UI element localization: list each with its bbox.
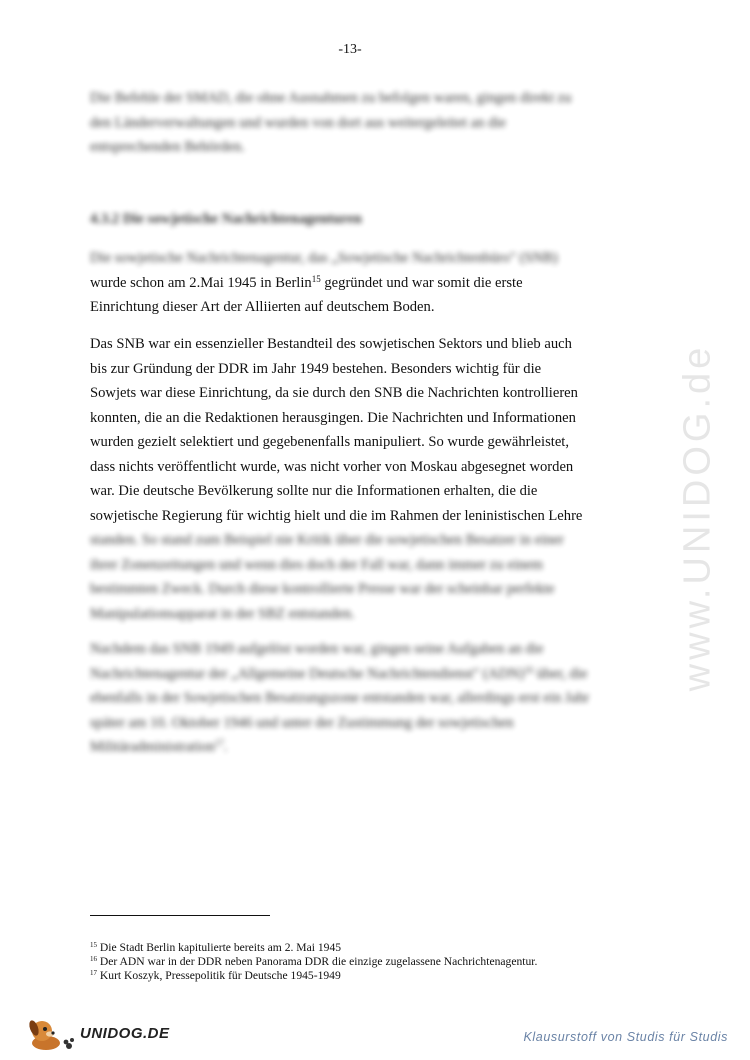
footnote [90, 941, 537, 955]
paragraph-snb-founding [90, 246, 610, 320]
text-line: Das SNB war ein essenzieller Bestandteil des sowjetischen Sektors und blieb auch [90, 336, 572, 352]
text-fragment: über, die [533, 665, 588, 682]
text-line: standen. So stand zum Beispiel nie Kritik über die sowjetischen Besatzer in einer [90, 532, 564, 548]
text-line: Die Befehle der SMAD, die ohne Ausnahmen zu befolgen waren, gingen direkt zu [90, 90, 572, 106]
footnote-number: 17 [90, 969, 97, 977]
text-line: später am 10. Oktober 1946 und unter der Zustimmung der sowjetischen [90, 714, 514, 731]
text-line: Sowjets war diese Einrichtung, da sie durch den SNB die Nachrichten kontrollieren [90, 385, 578, 401]
text-line: sowjetische Regierung für wichtig hielt und die im Rahmen der leninistischen Lehre [90, 507, 583, 524]
footnote-text: Kurt Koszyk, Pressepolitik für Deutsche 1945-1949 [97, 969, 341, 982]
text-line: ebenfalls in der Sowjetischen Besatzungszone entstanden war, allerdings erst ein Jahr [90, 690, 590, 706]
footnotes [90, 941, 537, 983]
text-line: bestimmten Zweck. Durch diese kontrollierte Presse war der scheinbar perfekte [90, 581, 555, 597]
text-line [90, 735, 610, 760]
text-line [90, 662, 610, 687]
watermark-text: www.UNIDOG.de [676, 343, 719, 691]
intro-paragraph [90, 86, 610, 160]
footnote-number: 15 [90, 941, 97, 949]
text-fragment: wurde schon am 2.Mai 1945 in Berlin [90, 274, 312, 291]
text-line: wurden gezielt selektiert und gegebenenfalls manipuliert. So wurde gewährleistet, [90, 434, 569, 450]
footnote-divider [90, 915, 270, 916]
text-fragment: Militäradministration [90, 739, 215, 755]
text-fragment: . [223, 739, 228, 755]
text-line: ihrer Zonenzeitungen und wenn dies doch der Fall war, dann immer zu einem [90, 556, 543, 573]
footnote-ref: 15 [311, 273, 321, 284]
footnote [90, 955, 537, 969]
text-line: entsprechenden Behörden. [90, 139, 245, 155]
footnote-text: Der ADN war in der DDR neben Panorama DDR die einzige zugelassene Nachrichtenagentur. [97, 955, 538, 968]
dog-mascot-icon [24, 1016, 82, 1052]
footnote [90, 969, 537, 983]
text-line: den Länderverwaltungen und wurden von dort aus weitergeleitet an die [90, 114, 506, 131]
paragraph-adn [90, 637, 610, 760]
text-fragment: gegründet und war somit die erste [320, 274, 523, 291]
text-line: Einrichtung dieser Art der Alliierten auf deutschem Boden. [90, 299, 435, 315]
footnote-ref: 16 [524, 664, 534, 675]
text-line: Die sowjetische Nachrichtenagentur, das „Sowjetische Nachrichtenbüro" (SNB) [90, 250, 558, 266]
section-heading: 4.3.2 Die sowjetische Nachrichtenagenturen [90, 211, 362, 227]
text-line: konnten, die an die Redaktionen herausgingen. Die Nachrichten und Informationen [90, 409, 576, 426]
text-fragment: Nachrichtenagentur der „Allgemeine Deutsche Nachrichtendienst" (ADN) [90, 665, 525, 682]
footnote-number: 16 [90, 955, 97, 963]
paragraph-snb-role [90, 332, 610, 626]
text-line: Manipulationsapparat in der SBZ entstanden. [90, 605, 355, 622]
text-line: bis zur Gründung der DDR im Jahr 1949 bestehen. Besonders wichtig für die [90, 360, 542, 377]
footnote-text: Die Stadt Berlin kapitulierte bereits am 2. Mai 1945 [97, 941, 342, 954]
watermark [668, 282, 728, 752]
page-number: -13- [338, 42, 362, 57]
footer-tagline: Klausurstoff von Studis für Studis [523, 1030, 728, 1044]
footnote-ref: 17 [214, 738, 224, 748]
text-line: Nachdem das SNB 1949 aufgelöst worden war, gingen seine Aufgaben an die [90, 641, 544, 657]
unidog-logo [24, 1016, 184, 1052]
text-line: dass nichts veröffentlicht wurde, was nicht vorher von Moskau abgesegnet worden [90, 458, 574, 475]
text-line [90, 271, 610, 296]
text-line: war. Die deutsche Bevölkerung sollte nur die Informationen erhalten, die die [90, 483, 538, 499]
logo-text: UNIDOG.DE [80, 1025, 170, 1042]
